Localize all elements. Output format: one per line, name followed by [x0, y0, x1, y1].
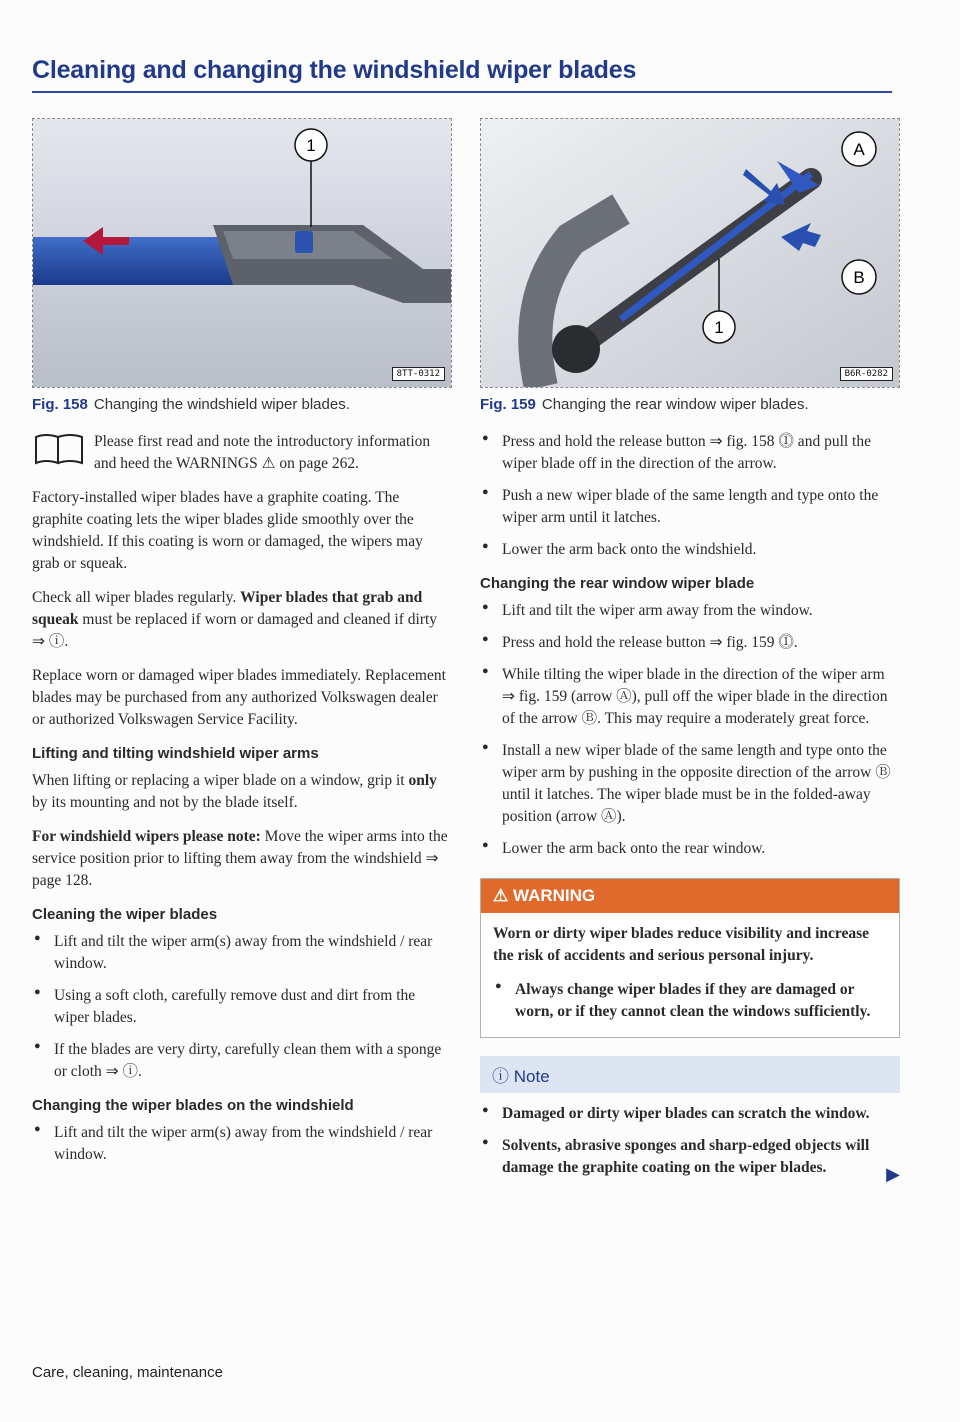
figure-caption-text: Changing the windshield wiper blades. — [93, 396, 350, 413]
right-column — [480, 118, 900, 1189]
header-rule — [32, 91, 892, 93]
warning-header — [481, 879, 899, 913]
heading-changing: Changing the wiper blades on the windshield — [32, 1097, 354, 1114]
check-text-bold: Wiper blades that grab and squeak — [32, 589, 423, 628]
heading-cleaning: Cleaning the wiper blades — [32, 906, 218, 923]
page-header — [32, 56, 892, 93]
figure-number: Fig. 158 — [32, 396, 88, 413]
lifting-text-c: by its mounting and not by the blade itself. — [32, 794, 298, 811]
figure-caption — [480, 396, 900, 413]
left-column — [32, 118, 452, 1176]
wiper-blade-illustration — [33, 119, 451, 387]
rear-wiper-illustration — [481, 119, 899, 387]
page-footer: Care, cleaning, maintenance — [32, 1364, 223, 1381]
check-text-c: must be replaced if worn or damaged and cleaned if dirty ⇒ ⓘ. — [32, 611, 438, 650]
check-text-a: Check all wiper blades regularly. — [32, 589, 241, 606]
figure-code: 8TT-0312 — [392, 367, 445, 381]
intro-text: Please first read and note the introductory information and heed the WARNINGS ⚠ on page 262. — [94, 433, 431, 472]
list-item: ● Install a new wiper blade of the same length and type onto the wiper arm by pushing in the opposite direction of the arrow Ⓑ until it latches. The wiper blade must be in the folded-away position (arrow Ⓐ). — [480, 740, 900, 828]
heading-rear-window: Changing the rear window wiper blade — [480, 575, 755, 592]
warning-body — [481, 913, 899, 1037]
paragraph-lifting — [32, 770, 452, 814]
list-item: ● Lower the arm back onto the rear window. — [480, 838, 900, 860]
paragraph-replace: Replace worn or damaged wiper blades immediately. Replacement blades may be purchased from any authorized Volkswagen dealer or authorized Volkswagen Service Facility. — [32, 667, 446, 728]
callout-b-label: B — [853, 268, 865, 287]
list-item: ● If the blades are very dirty, carefully clean them with a sponge or cloth ⇒ ⓘ. — [32, 1039, 452, 1083]
list-item: ● Press and hold the release button ⇒ fig. 159 ⓵. — [480, 632, 900, 654]
service-text: Move the wiper arms into the service position prior to lifting them away from the windshield ⇒ page 128. — [32, 828, 448, 889]
list-item: ● While tilting the wiper blade in the direction of the wiper arm ⇒ fig. 159 (arrow Ⓐ), pull off the wiper blade in the direction of the arrow Ⓑ. This may require a moderately great force. — [480, 664, 900, 730]
figure-number: Fig. 159 — [480, 396, 536, 413]
book-icon — [32, 433, 86, 467]
figure-159 — [480, 118, 900, 388]
figure-caption — [32, 396, 452, 413]
note-title: Note — [513, 1067, 550, 1086]
info-icon: ⓘ — [492, 1067, 514, 1086]
list-item: ● Using a soft cloth, carefully remove dust and dirt from the wiper blades. — [32, 985, 452, 1029]
heading-lifting: Lifting and tilting windshield wiper arms — [32, 745, 319, 762]
list-item: ● Press and hold the release button ⇒ fig. 158 ⓵ and pull the wiper blade off in the direction of the arrow. — [480, 431, 900, 475]
lifting-text-a: When lifting or replacing a wiper blade on a window, grip it — [32, 772, 409, 789]
warning-text: Worn or dirty wiper blades reduce visibility and increase the risk of accidents and serious personal injury. — [493, 925, 870, 964]
warning-icon: ⚠ — [493, 886, 513, 905]
note-box — [480, 1056, 900, 1184]
note-bullet: ● Damaged or dirty wiper blades can scratch the window. — [480, 1103, 900, 1125]
list-item: ● Lift and tilt the wiper arm(s) away from the windshield / rear window. — [32, 1122, 452, 1166]
callout-1-label: 1 — [306, 136, 316, 155]
warning-bullet: ● Always change wiper blades if they are damaged or worn, or if they cannot clean the windows sufficiently. — [493, 979, 887, 1023]
warning-title: WARNING — [512, 886, 596, 905]
warning-box — [480, 878, 900, 1038]
note-header — [480, 1056, 900, 1093]
callout-1-label: 1 — [714, 318, 724, 337]
service-text-bold: For windshield wipers please note: — [32, 828, 261, 845]
list-item: ● Push a new wiper blade of the same length and type onto the wiper arm until it latches. — [480, 485, 900, 529]
continue-arrow-icon: ▶ — [886, 1164, 900, 1184]
list-item: ● Lift and tilt the wiper arm(s) away from the windshield / rear window. — [32, 931, 452, 975]
note-body — [480, 1093, 900, 1184]
lifting-text-bold: only — [408, 772, 437, 789]
paragraph-graphite: Factory-installed wiper blades have a graphite coating. The graphite coating lets the wiper blades glide smoothly over the windshield. If this coating is worn or damaged, the wipers may grab or squeak. — [32, 489, 423, 572]
list-item: ● Lift and tilt the wiper arm away from the window. — [480, 600, 900, 622]
figure-code: B6R-0282 — [840, 367, 893, 381]
paragraph-check — [32, 587, 452, 653]
page-title: Cleaning and changing the windshield wiper blades — [32, 56, 637, 84]
paragraph-service-position — [32, 826, 452, 892]
figure-caption-text: Changing the rear window wiper blades. — [541, 396, 809, 413]
list-item: ● Lower the arm back onto the windshield. — [480, 539, 900, 561]
note-bullet: ● Solvents, abrasive sponges and sharp-edged objects will damage the graphite coating on the wiper blades. — [480, 1135, 900, 1179]
callout-a-label: A — [853, 140, 865, 159]
figure-158 — [32, 118, 452, 388]
intro-paragraph — [32, 431, 452, 475]
